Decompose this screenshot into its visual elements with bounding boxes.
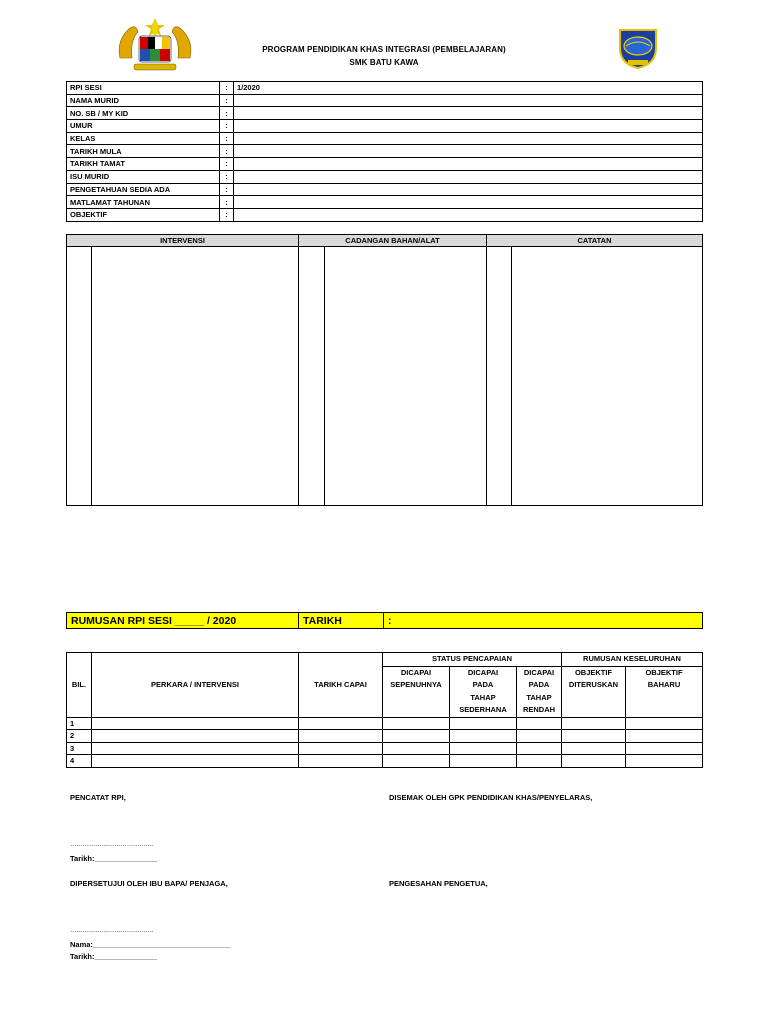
col-intervensi-header: INTERVENSI <box>67 235 299 247</box>
header-line: SEPENUHNYA <box>390 680 442 689</box>
row-cell[interactable] <box>383 717 450 730</box>
row-cell[interactable] <box>517 730 562 743</box>
tarikh-capai-header: TARIKH CAPAI <box>299 653 383 718</box>
info-value-field[interactable] <box>234 170 703 183</box>
info-colon: : <box>220 145 234 158</box>
objektif-baharu-header <box>626 666 703 717</box>
nama-line[interactable]: Nama:_________________________________ <box>70 940 231 949</box>
achievement-status-table <box>66 652 703 768</box>
row-cell[interactable] <box>450 755 517 768</box>
intervention-plan-table <box>66 234 703 506</box>
intervensi-number-cell[interactable] <box>67 247 92 506</box>
header-line: PADA <box>472 680 494 689</box>
table-row <box>67 730 703 743</box>
row-number: 3 <box>67 742 92 755</box>
row-cell[interactable] <box>450 730 517 743</box>
objektif-diteruskan-header <box>562 666 626 717</box>
row-cell[interactable] <box>562 717 626 730</box>
student-info-table <box>66 81 703 222</box>
row-cell[interactable] <box>383 742 450 755</box>
info-colon: : <box>220 132 234 145</box>
row-cell[interactable] <box>517 742 562 755</box>
program-title: PROGRAM PENDIDIKAN KHAS INTEGRASI (PEMBELAJARAN) <box>262 45 506 54</box>
header-line: RENDAH <box>522 705 556 714</box>
info-colon: : <box>220 107 234 120</box>
row-cell[interactable] <box>299 730 383 743</box>
dipersetujui-label: DIPERSETUJUI OLEH IBU BAPA/ PENJAGA, <box>70 879 228 888</box>
info-colon: : <box>220 196 234 209</box>
row-cell[interactable] <box>92 717 299 730</box>
header-line: SEDERHANA <box>459 705 507 714</box>
info-value-field[interactable] <box>234 132 703 145</box>
header-line: DICAPAI <box>467 667 499 677</box>
signature-line-2[interactable]: …………………………………. <box>70 927 154 934</box>
table-row <box>67 742 703 755</box>
table-row <box>67 755 703 768</box>
info-value-field[interactable] <box>234 120 703 133</box>
row-cell[interactable] <box>562 755 626 768</box>
row-number: 4 <box>67 755 92 768</box>
row-cell[interactable] <box>299 742 383 755</box>
catatan-number-cell[interactable] <box>487 247 512 506</box>
info-row <box>67 145 703 158</box>
info-value-field[interactable] <box>234 183 703 196</box>
info-colon: : <box>220 82 234 95</box>
dicapai-rendah-header <box>517 666 562 717</box>
row-cell[interactable] <box>626 730 703 743</box>
info-value-field[interactable] <box>234 107 703 120</box>
info-colon: : <box>220 158 234 171</box>
info-value-field[interactable] <box>234 145 703 158</box>
info-label: TARIKH MULA <box>67 145 220 158</box>
info-label: NAMA MURID <box>67 94 220 107</box>
info-colon: : <box>220 94 234 107</box>
info-row <box>67 132 703 145</box>
row-cell[interactable] <box>299 755 383 768</box>
info-label: TARIKH TAMAT <box>67 158 220 171</box>
cadangan-number-cell[interactable] <box>299 247 325 506</box>
info-row <box>67 208 703 221</box>
disemak-label: DISEMAK OLEH GPK PENDIDIKAN KHAS/PENYELARAS, <box>389 793 593 802</box>
row-cell[interactable] <box>626 717 703 730</box>
table-row <box>67 717 703 730</box>
status-pencapaian-header: STATUS PENCAPAIAN <box>383 653 562 667</box>
row-cell[interactable] <box>562 730 626 743</box>
tarikh-line-1[interactable]: Tarikh:_______________ <box>70 854 158 863</box>
info-colon: : <box>220 183 234 196</box>
row-cell[interactable] <box>92 730 299 743</box>
rumusan-bar <box>66 612 703 629</box>
row-cell[interactable] <box>92 742 299 755</box>
tarikh-line-2[interactable]: Tarikh:_______________ <box>70 952 158 961</box>
row-cell[interactable] <box>92 755 299 768</box>
header-line: DICAPAI <box>523 667 555 677</box>
tarikh-field[interactable]: : <box>384 613 703 629</box>
info-row <box>67 170 703 183</box>
header-line: OBJEKTIF <box>645 667 683 677</box>
info-colon: : <box>220 170 234 183</box>
intervensi-cell[interactable] <box>92 247 299 506</box>
header-line: TAHAP <box>470 692 496 702</box>
header-line: TAHAP <box>526 692 552 702</box>
info-label: KELAS <box>67 132 220 145</box>
header-line: DITERUSKAN <box>568 680 619 689</box>
info-label: ISU MURID <box>67 170 220 183</box>
row-cell[interactable] <box>626 742 703 755</box>
info-row <box>67 196 703 209</box>
info-value-field[interactable] <box>234 94 703 107</box>
info-row <box>67 107 703 120</box>
row-cell[interactable] <box>626 755 703 768</box>
cadangan-cell[interactable] <box>325 247 487 506</box>
info-label: NO. SB / MY KID <box>67 107 220 120</box>
perkara-header: PERKARA / INTERVENSI <box>92 653 299 718</box>
dicapai-sederhana-header <box>450 666 517 717</box>
col-catatan-header: CATATAN <box>487 235 703 247</box>
info-value-field[interactable] <box>234 196 703 209</box>
info-label: PENGETAHUAN SEDIA ADA <box>67 183 220 196</box>
signature-line-1[interactable]: …………………………………. <box>70 841 154 848</box>
pencatat-label: PENCATAT RPI, <box>70 793 126 802</box>
rumusan-label: RUMUSAN RPI SESI _____ / 2020 <box>67 613 299 629</box>
row-number: 2 <box>67 730 92 743</box>
header-line: BAHARU <box>647 680 681 689</box>
info-row <box>67 183 703 196</box>
tarikh-label: TARIKH <box>299 613 384 629</box>
pengesahan-label: PENGESAHAN PENGETUA, <box>389 879 488 888</box>
info-row <box>67 158 703 171</box>
info-value-field[interactable]: 1/2020 <box>234 82 703 95</box>
info-row <box>67 120 703 133</box>
row-cell[interactable] <box>450 717 517 730</box>
rumusan-keseluruhan-header: RUMUSAN KESELURUHAN <box>562 653 703 667</box>
header-line: OBJEKTIF <box>574 667 613 677</box>
info-label: UMUR <box>67 120 220 133</box>
info-value-field[interactable] <box>234 158 703 171</box>
row-number: 1 <box>67 717 92 730</box>
info-value-field[interactable] <box>234 208 703 221</box>
row-cell[interactable] <box>383 755 450 768</box>
row-cell[interactable] <box>562 742 626 755</box>
row-cell[interactable] <box>517 755 562 768</box>
row-cell[interactable] <box>299 717 383 730</box>
info-label: MATLAMAT TAHUNAN <box>67 196 220 209</box>
info-colon: : <box>220 208 234 221</box>
header-line: PADA <box>528 680 550 689</box>
bil-header: BIL. <box>67 653 92 718</box>
info-row <box>67 94 703 107</box>
header-line: DICAPAI <box>400 667 432 677</box>
info-colon: : <box>220 120 234 133</box>
school-name: SMK BATU KAWA <box>349 58 419 67</box>
info-row <box>67 82 703 95</box>
col-cadangan-header: CADANGAN BAHAN/ALAT <box>299 235 487 247</box>
row-cell[interactable] <box>450 742 517 755</box>
info-label: OBJEKTIF <box>67 208 220 221</box>
info-label: RPI SESI <box>67 82 220 95</box>
catatan-cell[interactable] <box>512 247 703 506</box>
dicapai-sepenuhnya-header <box>383 666 450 717</box>
row-cell[interactable] <box>383 730 450 743</box>
row-cell[interactable] <box>517 717 562 730</box>
